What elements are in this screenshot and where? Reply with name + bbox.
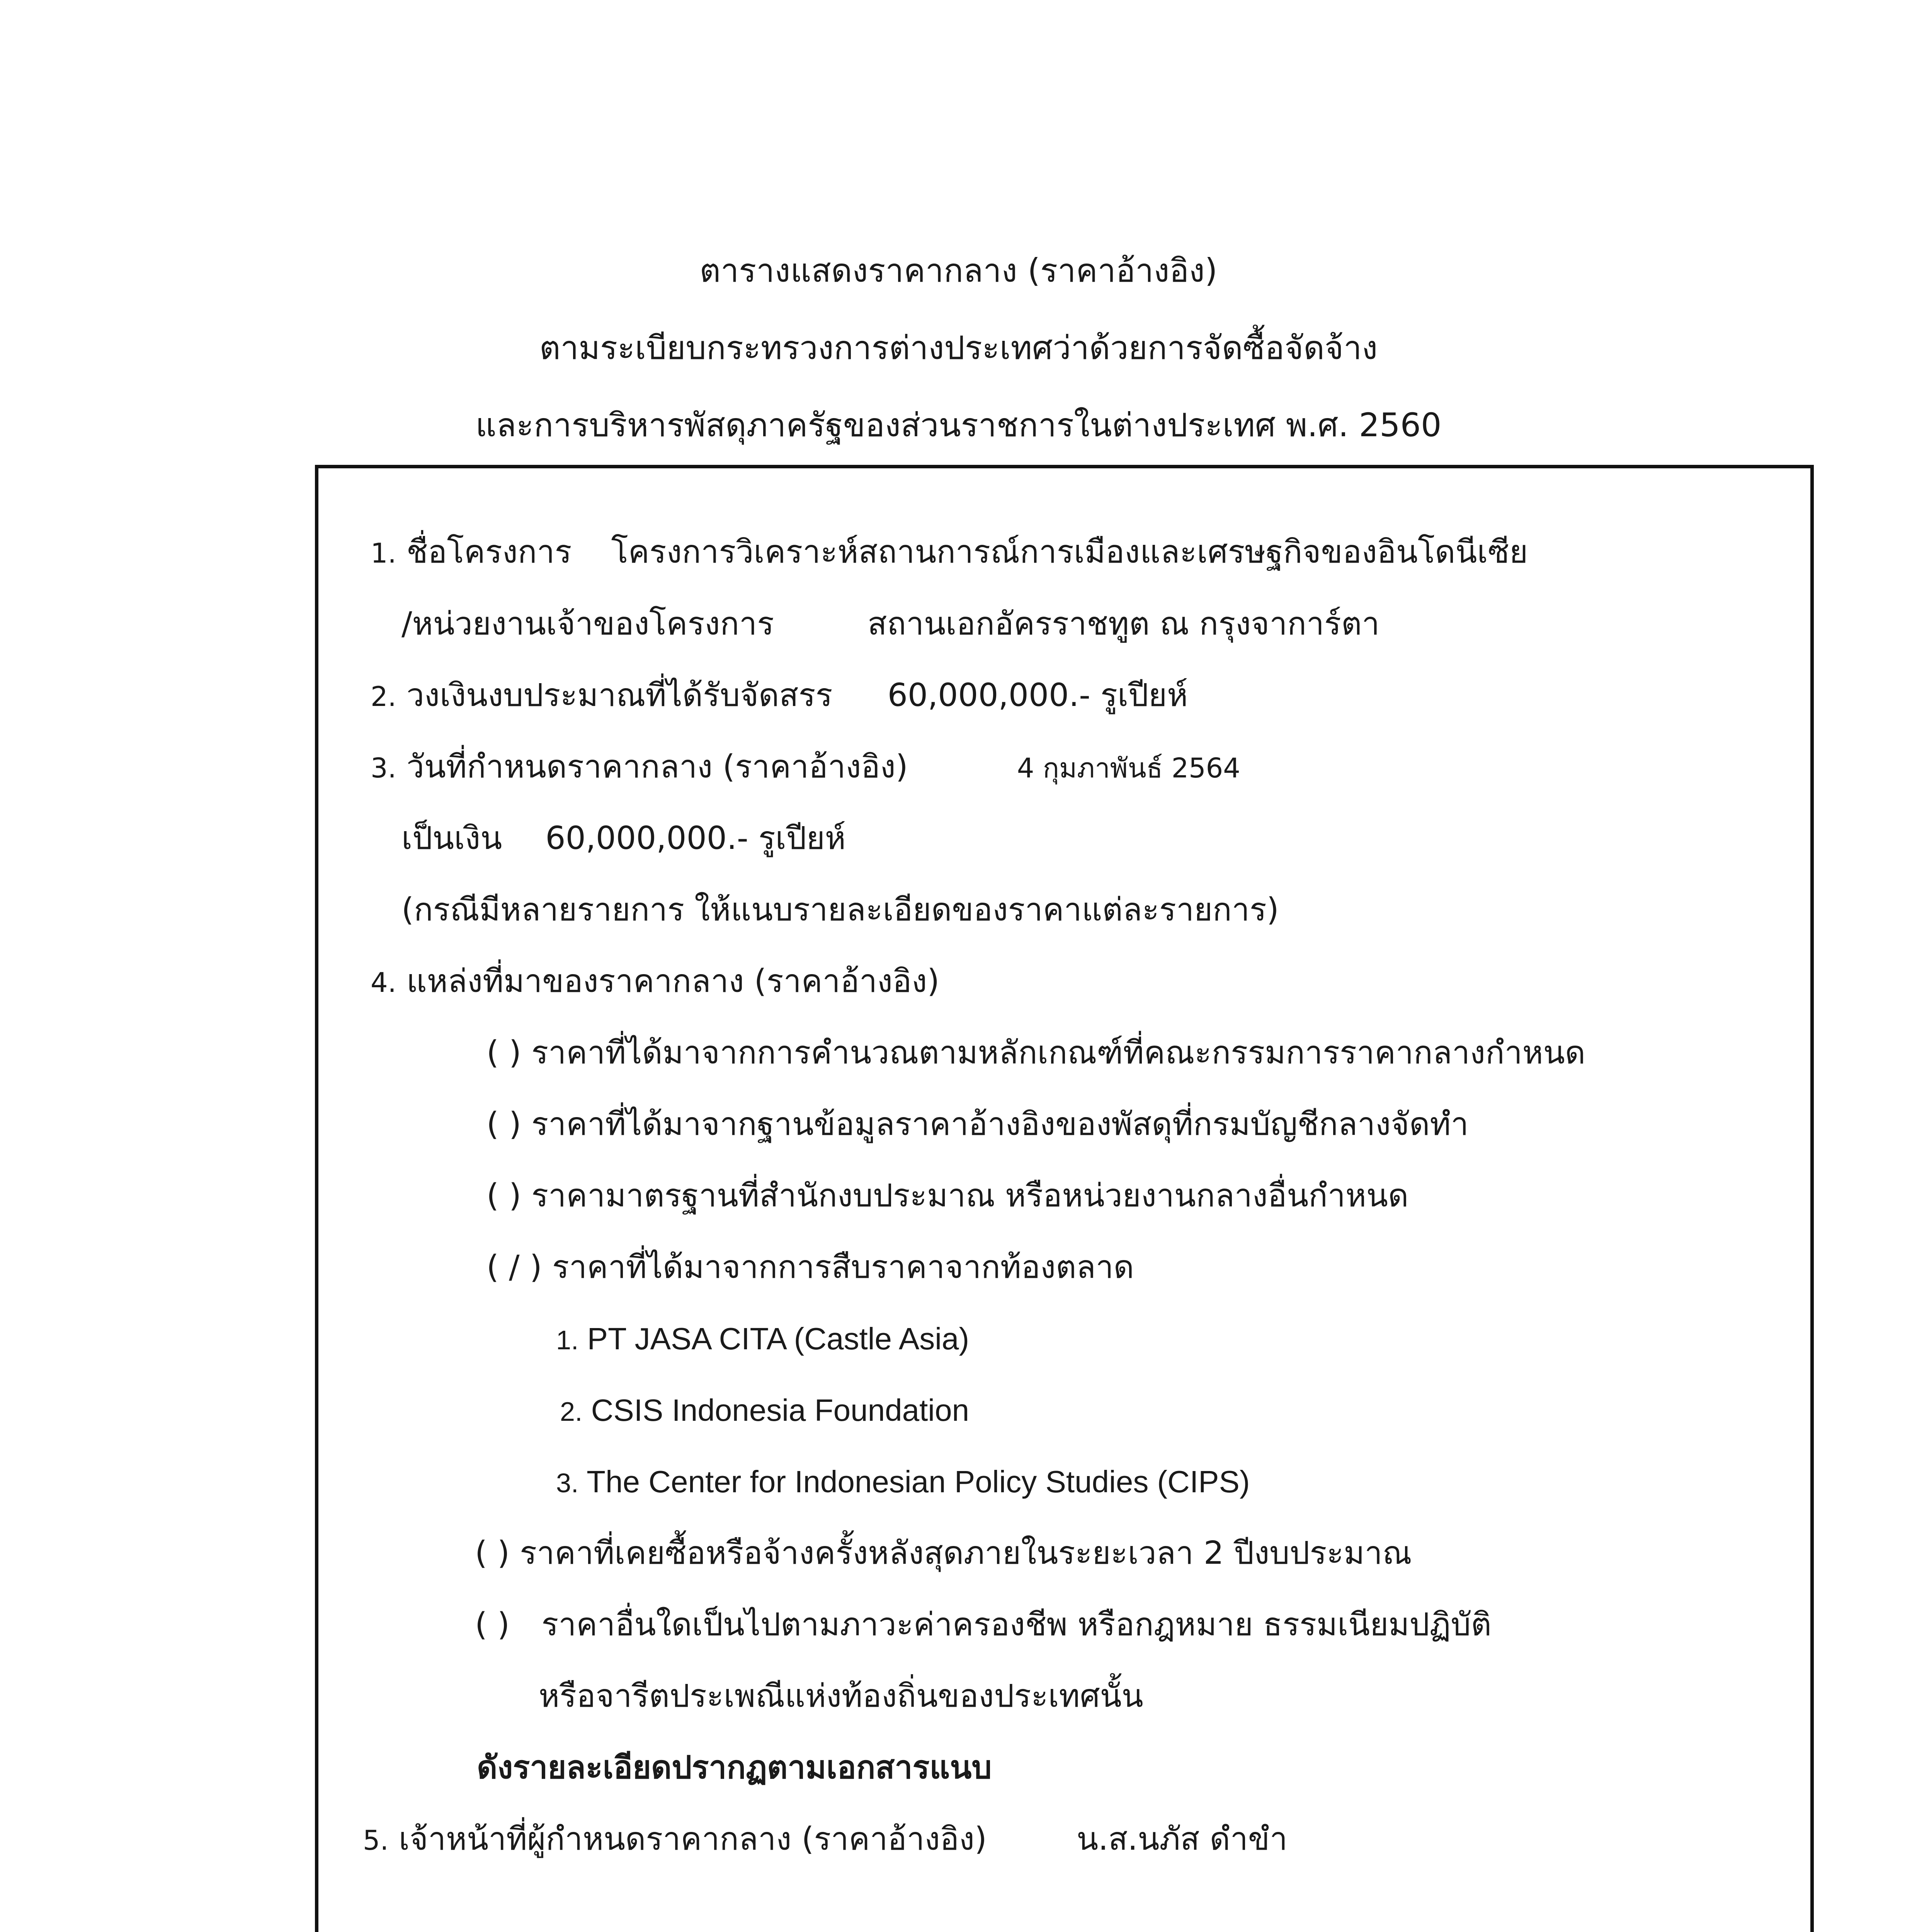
market-source-item	[556, 1318, 969, 1361]
market-source-item	[560, 1389, 969, 1433]
regulation-year-line: และการบริหารพัสดุภาครัฐของส่วนราชการในต่างประเทศ พ.ศ. 2560	[475, 406, 1442, 444]
project-name-value: โครงการวิเคราะห์สถานการณ์การเมืองและเศรษฐกิจของอินโดนีเซีย	[611, 534, 1528, 570]
amount-value: 60,000,000.- รูเปียห์	[545, 820, 846, 857]
checkbox-mark: ( )	[486, 1034, 522, 1071]
project-name-label: ชื่อโครงการ	[406, 534, 572, 570]
source-option-text: ราคาที่เคยซื้อหรือจ้างครั้งหลังสุดภายในระยะเวลา 2 ปีงบประมาณ	[520, 1535, 1412, 1571]
source-option-text: ราคาที่ได้มาจากการสืบราคาจากท้องตลาด	[552, 1249, 1134, 1286]
checkbox-mark: ( )	[475, 1535, 510, 1571]
project-owner-row	[401, 603, 1379, 645]
source-option-text: ราคาที่ได้มาจากการคำนวณตามหลักเกณฑ์ที่คณะกรรมการราคากลางกำหนด	[531, 1034, 1586, 1071]
document-title: ตารางแสดงราคากลาง (ราคาอ้างอิง)	[699, 252, 1218, 289]
source-option-row	[486, 1103, 1469, 1146]
source-name: CSIS Indonesia Foundation	[591, 1393, 970, 1427]
reference-date-label: วันที่กำหนดราคากลาง (ราคาอ้างอิง)	[406, 748, 908, 785]
item-number: 4.	[371, 967, 396, 998]
source-option-row	[475, 1532, 1412, 1575]
reference-date-value: 4 กุมภาพันธ์ 2564	[1017, 752, 1240, 784]
item-number: 3.	[371, 752, 396, 784]
multi-item-note: (กรณีมีหลายรายการ ให้แนบรายละเอียดของราคาแต่ละรายการ)	[401, 891, 1279, 928]
officer-row	[363, 1818, 1288, 1862]
officer-label: เจ้าหน้าที่ผู้กำหนดราคากลาง (ราคาอ้างอิง)	[398, 1821, 987, 1857]
item-number: 1.	[371, 537, 396, 569]
source-option-row	[486, 1032, 1585, 1074]
item-number: 2.	[371, 681, 396, 713]
budget-label: วงเงินงบประมาณที่ได้รับจัดสรร	[406, 677, 833, 714]
checkbox-mark: ( )	[486, 1177, 522, 1214]
reference-date-row	[371, 746, 1240, 789]
budget-value: 60,000,000.- รูเปียห์	[887, 677, 1188, 714]
regulation-line: ตามระเบียบกระทรวงการต่างประเทศว่าด้วยการจัดซื้อจัดจ้าง	[539, 329, 1378, 367]
source-number: 1.	[556, 1325, 579, 1355]
price-details-box	[315, 465, 1814, 1932]
checkbox-mark: ( )	[475, 1606, 510, 1643]
attachment-note: ดังรายละเอียดปรากฏตามเอกสารแนบ	[477, 1749, 992, 1786]
source-number: 3.	[556, 1468, 579, 1498]
item-number: 5.	[363, 1825, 389, 1856]
project-name-row	[371, 531, 1528, 575]
price-source-heading	[371, 960, 939, 1004]
source-option-row-selected	[486, 1246, 1134, 1289]
source-name: PT JASA CITA (Castle Asia)	[587, 1321, 970, 1356]
source-name: The Center for Indonesian Policy Studies (CIPS)	[587, 1464, 1250, 1499]
project-owner-label: /หน่วยงานเจ้าของโครงการ	[401, 605, 774, 642]
source-option-row	[486, 1175, 1408, 1217]
source-option-row	[475, 1604, 1492, 1646]
price-source-label: แหล่งที่มาของราคากลาง (ราคาอ้างอิง)	[406, 963, 940, 1000]
source-option-text: ราคามาตรฐานที่สำนักงบประมาณ หรือหน่วยงานกลางอื่นกำหนด	[531, 1177, 1409, 1214]
checkbox-mark: ( )	[486, 1106, 522, 1143]
source-option-text: ราคาที่ได้มาจากฐานข้อมูลราคาอ้างอิงของพัสดุที่กรมบัญชีกลางจัดทำ	[531, 1106, 1469, 1143]
source-option-continued: หรือจารีตประเพณีแห่งท้องถิ่นของประเทศนั้น	[539, 1678, 1143, 1714]
officer-name: น.ส.นภัส ดำขำ	[1077, 1821, 1288, 1857]
checkbox-mark-checked: ( / )	[486, 1249, 542, 1286]
source-option-text: ราคาอื่นใดเป็นไปตามภาวะค่าครองชีพ หรือกฎหมาย ธรรมเนียมปฏิบัติ	[541, 1606, 1492, 1643]
budget-row	[371, 674, 1188, 718]
source-number: 2.	[560, 1396, 583, 1427]
amount-row	[401, 817, 846, 860]
amount-label: เป็นเงิน	[401, 820, 502, 857]
market-source-item	[556, 1461, 1250, 1504]
project-owner-value: สถานเอกอัครราชทูต ณ กรุงจาการ์ตา	[867, 605, 1380, 642]
